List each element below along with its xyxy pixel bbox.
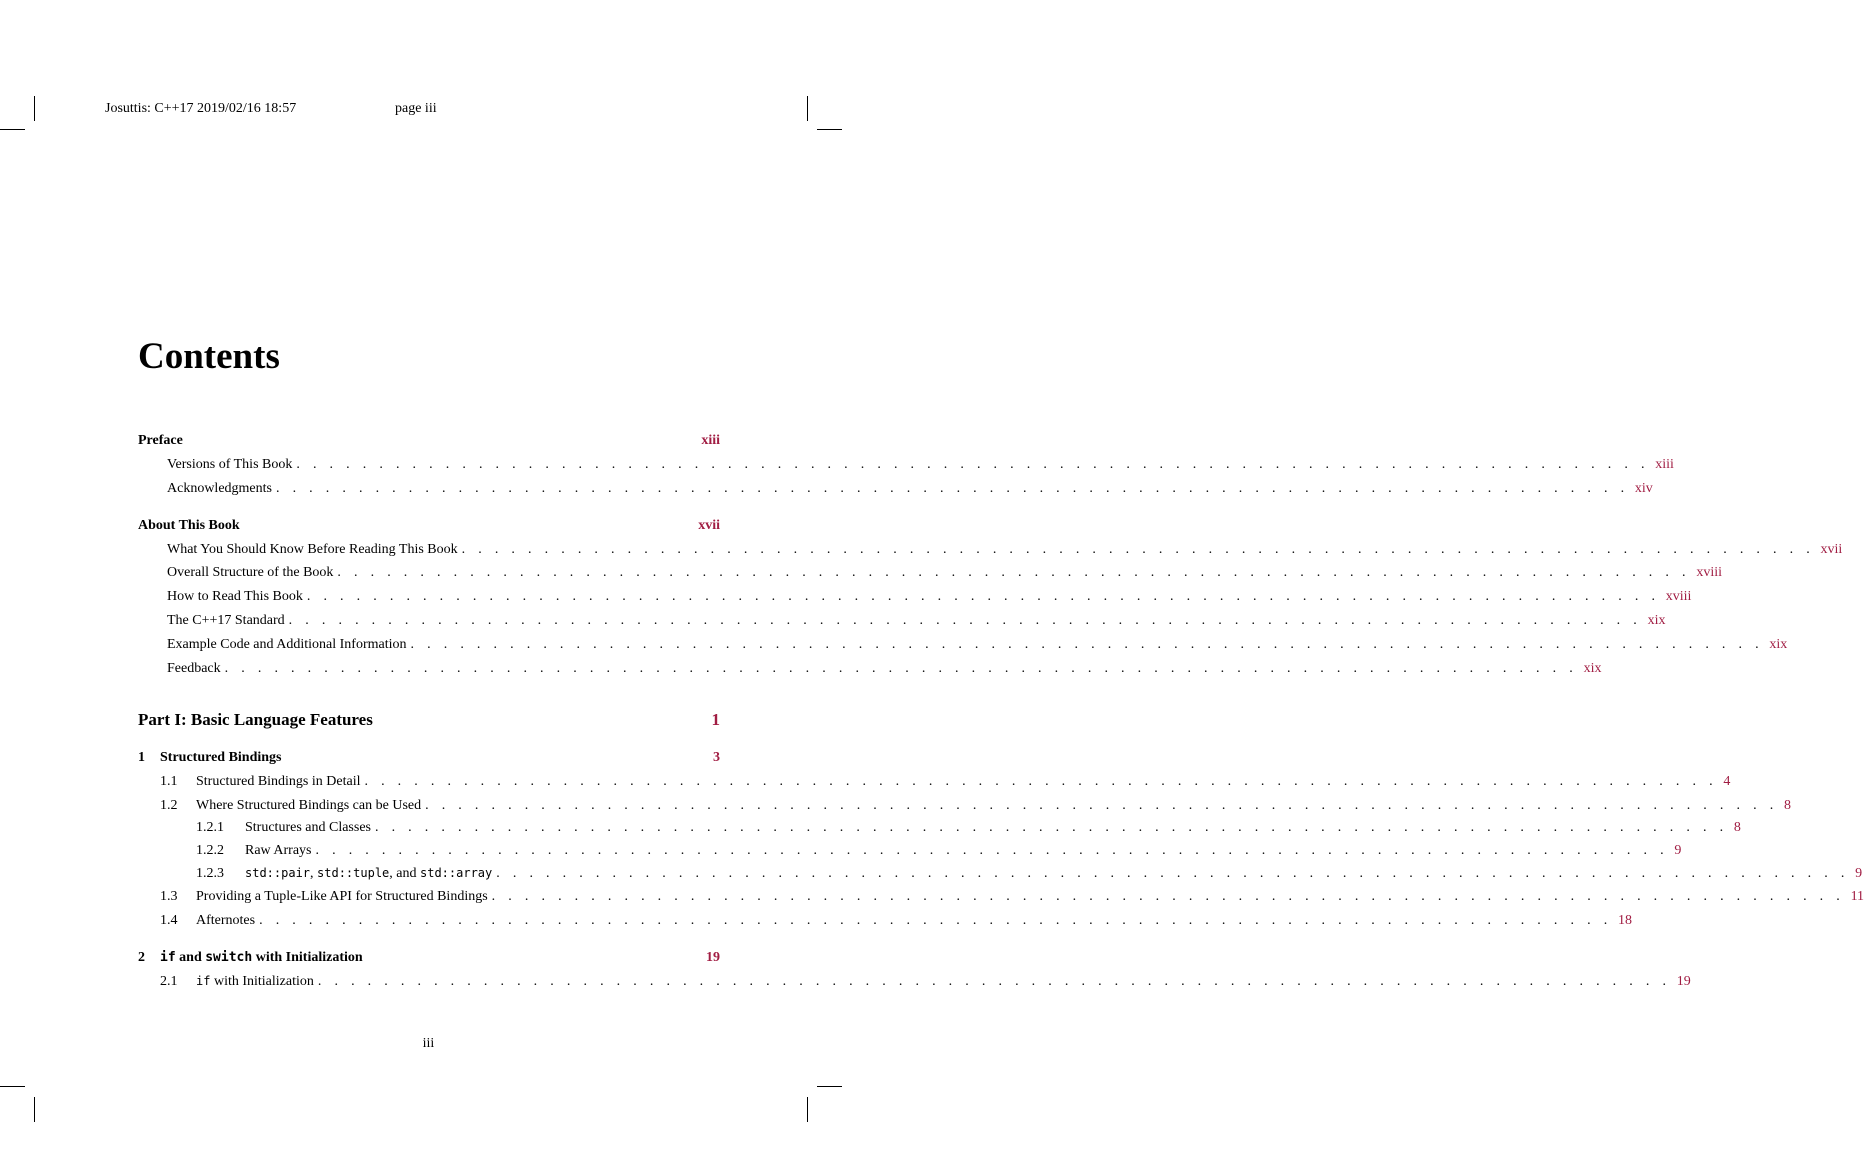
toc-entry-title: Acknowledgments	[167, 481, 272, 496]
crop-mark	[0, 1086, 25, 1087]
leader-dots: . . . . . . . . . . . . . . . . . . . . . . . . . . . . . . . . . . . . . . . . . . . . . . . . . . . . . . . . . . . . . . . . . . . . . . . . . . . . . . . . . .	[275, 481, 1629, 496]
leader-dots: . . . . . . . . . . . . . . . . . . . . . . . . . . . . . . . . . . . . . . . . . . . . . . . . . . . . . . . . . . . . . . . . . . . . . . . . . . . . . . . . . .	[491, 889, 1845, 904]
leader-dots: . . . . . . . . . . . . . . . . . . . . . . . . . . . . . . . . . . . . . . . . . . . . . . . . . . . . . . . . . . . . . . . . . . . . . . . . . . . . . . . . . .	[296, 457, 1650, 472]
leader-dots: . . . . . . . . . . . . . . . . . . . . . . . . . . . . . . . . . . . . . . . . . . . . . . . . . . . . . . . . . . . . . . . . . . . . . . . . . . . . . . . . . .	[496, 866, 1850, 881]
toc-entry-title: Raw Arrays	[245, 843, 312, 858]
toc-entry-page: xiii	[701, 433, 720, 448]
toc-entry-title: Where Structured Bindings can be Used	[196, 798, 422, 813]
toc-entry-page: xix	[1769, 637, 1788, 652]
toc-entry-page: xvii	[1820, 542, 1843, 557]
toc-entry-page: 8	[1784, 798, 1792, 813]
toc-chapter-2[interactable]	[138, 949, 720, 967]
toc-entry-page: 19	[1676, 974, 1691, 989]
toc-entry-page: 3	[713, 750, 720, 765]
toc-entry-number: 1.2	[160, 798, 178, 813]
crop-mark	[34, 96, 35, 121]
crop-mark	[0, 129, 25, 130]
toc-entry-page: 1	[711, 710, 720, 729]
toc-entry-number: 1.3	[160, 889, 178, 904]
toc-entry-page: 9	[1855, 866, 1863, 881]
toc-entry-number: 1	[138, 750, 145, 765]
toc-entry-title: Afternotes	[196, 913, 256, 928]
toc-entry-title	[245, 864, 492, 883]
toc-entry[interactable]	[138, 612, 1666, 630]
crop-mark	[807, 96, 808, 121]
leader-dots: . . . . . . . . . . . . . . . . . . . . . . . . . . . . . . . . . . . . . . . . . . . . . . . . . . . . . . . . . . . . . . . . . . . . . . . . . . . . . . . . . .	[306, 589, 1660, 604]
leader-dots: . . . . . . . . . . . . . . . . . . . . . . . . . . . . . . . . . . . . . . . . . . . . . . . . . . . . . . . . . . . . . . . . . . . . . . . . . . . . . . . . . .	[374, 820, 1728, 835]
toc-entry[interactable]	[138, 636, 1788, 654]
leader-dots: . . . . . . . . . . . . . . . . . . . . . . . . . . . . . . . . . . . . . . . . . . . . . . . . . . . . . . . . . . . . . . . . . . . . . . . . . . . . . . . . . .	[410, 637, 1764, 652]
toc-entry-page: xviii	[1665, 589, 1692, 604]
toc-entry-title: Part I: Basic Language Features	[138, 710, 373, 729]
toc-entry-title: Structured Bindings	[160, 750, 282, 765]
toc-entry-page: 8	[1733, 820, 1741, 835]
title-text: with Initialization	[252, 950, 363, 965]
toc-section[interactable]	[138, 797, 1792, 815]
title-text: , and	[389, 866, 420, 881]
toc-entry-preface[interactable]	[138, 432, 720, 450]
toc-subsection[interactable]	[138, 842, 1682, 860]
toc-part-1[interactable]	[138, 709, 720, 731]
code-text: if	[160, 950, 176, 965]
toc-entry[interactable]	[138, 564, 1722, 582]
toc-entry-title: Overall Structure of the Book	[167, 565, 334, 580]
toc-entry-title: Structures and Classes	[245, 820, 371, 835]
page-title: Contents	[138, 336, 280, 377]
leader-dots: . . . . . . . . . . . . . . . . . . . . . . . . . . . . . . . . . . . . . . . . . . . . . . . . . . . . . . . . . . . . . . . . . . . . . . . . . . . . . . . . . .	[224, 661, 1578, 676]
leader-dots: . . . . . . . . . . . . . . . . . . . . . . . . . . . . . . . . . . . . . . . . . . . . . . . . . . . . . . . . . . . . . . . . . . . . . . . . . . . . . . . . . .	[259, 913, 1612, 928]
toc-entry-number: 2.1	[160, 974, 178, 989]
toc-entry-title: Providing a Tuple-Like API for Structured Bindings	[196, 889, 488, 904]
toc-entry-title: Preface	[138, 433, 183, 448]
toc-entry-title: About This Book	[138, 518, 240, 533]
toc-entry-page: 18	[1618, 913, 1632, 928]
title-text: with Initialization	[210, 974, 314, 989]
toc-entry-number: 1.2.1	[196, 820, 224, 835]
toc-entry-title: How to Read This Book	[167, 589, 303, 604]
toc-entry-number: 1.1	[160, 774, 178, 789]
crop-mark	[817, 129, 842, 130]
running-header-page: page iii	[395, 101, 437, 116]
leader-dots: . . . . . . . . . . . . . . . . . . . . . . . . . . . . . . . . . . . . . . . . . . . . . . . . . . . . . . . . . . . . . . . . . . . . . . . . . . . . . . . . . .	[315, 843, 1669, 858]
toc-entry-number: 1.2.3	[196, 866, 224, 881]
toc-entry[interactable]	[138, 480, 1653, 498]
page-number: iii	[422, 1036, 435, 1051]
code-text: std::array	[420, 866, 493, 880]
toc-entry-page: 9	[1674, 843, 1682, 858]
toc-entry-title	[196, 972, 314, 991]
leader-dots: . . . . . . . . . . . . . . . . . . . . . . . . . . . . . . . . . . . . . . . . . . . . . . . . . . . . . . . . . . . . . . . . . . . . . . . . . . . . . . . . . .	[364, 774, 1718, 789]
toc-subsection[interactable]	[138, 864, 1863, 882]
toc-entry-number: 1.2.2	[196, 843, 224, 858]
code-text: std::pair	[245, 866, 311, 880]
toc-entry-title: Structured Bindings in Detail	[196, 774, 361, 789]
leader-dots: . . . . . . . . . . . . . . . . . . . . . . . . . . . . . . . . . . . . . . . . . . . . . . . . . . . . . . . . . . . . . . . . . . . . . . . . . . . . . . . . . .	[425, 798, 1779, 813]
toc-entry[interactable]	[138, 588, 1692, 606]
toc-section[interactable]	[138, 888, 1864, 906]
toc-entry-number: 2	[138, 950, 145, 965]
toc-entry[interactable]	[138, 456, 1674, 474]
toc-entry-about[interactable]	[138, 517, 720, 535]
toc-section[interactable]	[138, 972, 1691, 990]
toc-entry-number: 1.4	[160, 913, 178, 928]
toc-entry[interactable]	[138, 660, 1602, 678]
toc-entry-page: xviii	[1696, 565, 1722, 580]
leader-dots: . . . . . . . . . . . . . . . . . . . . . . . . . . . . . . . . . . . . . . . . . . . . . . . . . . . . . . . . . . . . . . . . . . . . . . . . . . . . . . . . . .	[288, 613, 1642, 628]
toc-entry-page: xix	[1647, 613, 1666, 628]
toc-entry-page: xix	[1583, 661, 1602, 676]
leader-dots: . . . . . . . . . . . . . . . . . . . . . . . . . . . . . . . . . . . . . . . . . . . . . . . . . . . . . . . . . . . . . . . . . . . . . . . . . . . . . . . . . .	[461, 542, 1815, 557]
toc-section[interactable]	[138, 773, 1731, 791]
toc-entry-title: Versions of This Book	[167, 457, 293, 472]
toc-entry-page: xiv	[1634, 481, 1653, 496]
crop-mark	[817, 1086, 842, 1087]
toc-entry-page: 4	[1723, 774, 1731, 789]
toc-entry-page: 11	[1850, 889, 1864, 904]
running-header: Josuttis: C++17 2019/02/16 18:57	[105, 101, 297, 116]
title-text: ,	[310, 866, 318, 881]
toc-entry-title: Example Code and Additional Information	[167, 637, 407, 652]
toc-entry-title: What You Should Know Before Reading This Book	[167, 542, 458, 557]
toc-entry-title: Feedback	[167, 661, 221, 676]
title-text: and	[175, 950, 206, 965]
toc-entry-page: xiii	[1655, 457, 1674, 472]
toc-chapter-1[interactable]	[138, 749, 720, 767]
crop-mark	[807, 1097, 808, 1122]
code-text: switch	[205, 950, 253, 965]
toc-entry-page: xvii	[698, 518, 720, 533]
toc-entry-title: The C++17 Standard	[167, 613, 285, 628]
toc-entry-page: 19	[706, 950, 720, 965]
leader-dots: . . . . . . . . . . . . . . . . . . . . . . . . . . . . . . . . . . . . . . . . . . . . . . . . . . . . . . . . . . . . . . . . . . . . . . . . . . . . . . . . . .	[337, 565, 1691, 580]
code-text: if	[196, 974, 211, 988]
code-text: std::tuple	[317, 866, 390, 880]
leader-dots: . . . . . . . . . . . . . . . . . . . . . . . . . . . . . . . . . . . . . . . . . . . . . . . . . . . . . . . . . . . . . . . . . . . . . . . . . . . . . . . . . .	[317, 974, 1671, 989]
toc-entry-title	[160, 949, 363, 967]
toc-entry[interactable]	[138, 541, 1843, 559]
toc-subsection[interactable]	[138, 819, 1741, 837]
crop-mark	[34, 1097, 35, 1122]
toc-section[interactable]	[138, 912, 1632, 930]
